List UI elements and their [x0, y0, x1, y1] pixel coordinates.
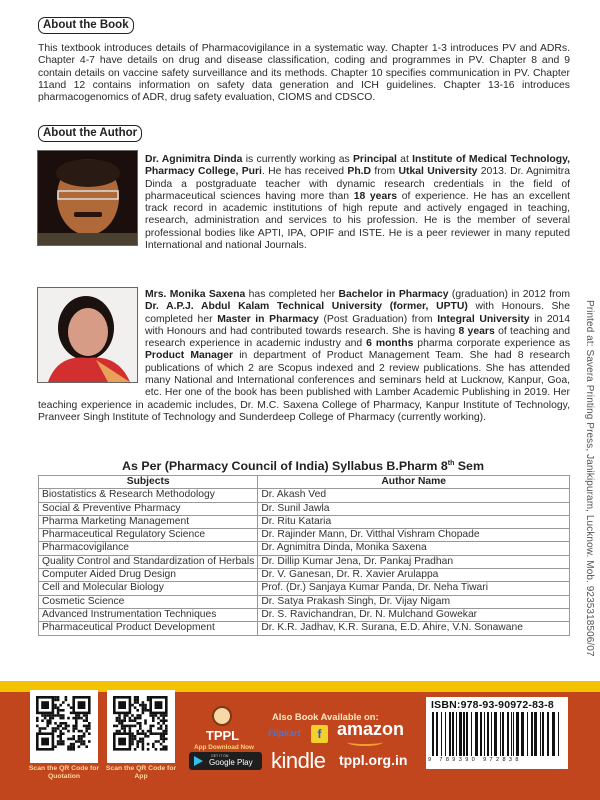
qr-code-icon: [36, 696, 92, 758]
author1-portrait-icon: [38, 151, 137, 245]
author-cell: Dr. Akash Ved: [258, 489, 570, 502]
author-cell: Dr. S. Ravichandran, Dr. N. Mulchand Gowekar: [258, 608, 570, 621]
barcode-digits: 9 789390 972838: [428, 757, 522, 763]
author-cell: Dr. K.R. Jadhav, K.R. Surana, E.D. Ahire, V.N. Sonawane: [258, 622, 570, 635]
syllabus-title: As Per (Pharmacy Council of India) Syllabus B.Pharm 8th Sem: [122, 459, 484, 473]
qr-app-caption: Scan the QR Code for App: [105, 765, 177, 780]
amazon-logo: amazon: [337, 719, 405, 739]
subject-cell: Advanced Instrumentation Techniques: [39, 608, 258, 621]
author2-bio: Mrs. Monika Saxena has completed her Bachelor in Pharmacy (graduation) in 2012 from Dr. A.P.J. Abdul Kalam Technical University (former, UPTU) with Honours. She completed her Master in Pharmacy (Post Graduation) from Integral University in 2014 with Honours and had contributed towards research. She is having 8 years of teaching and research experience in academic industry and 6 months pharma corporate experience as Product Manager in department of Product Management Team. She had 8 research publications of which 2 are Scopus indexed and 2 review publications. She has attended many National and International conferences and seminars held at Lucknow, Kanpur, Goa, etc. Her one of the book has been published with Lamber Academic Publishing in 2019. Her teaching experience in academic includes, Dr. M.C. Saxena College of Pharmacy, Kanpur Institute of Technology, Pranveer Singh Institute of Technology and Sunderdeep College of Pharmacy (currently working).: [38, 289, 571, 423]
qr-code-icon: [113, 696, 169, 758]
subject-cell: Computer Aided Drug Design: [39, 569, 258, 582]
subject-cell: Pharmaceutical Regulatory Science: [39, 529, 258, 542]
barcode-icon: [430, 712, 564, 758]
isbn-barcode: [426, 697, 568, 769]
flipkart-bag-icon: f: [311, 725, 328, 743]
table-row: [39, 529, 570, 542]
subject-cell: Pharmacovigilance: [39, 542, 258, 555]
table-row: [39, 555, 570, 568]
author-cell: Dr. Dillip Kumar Jena, Dr. Pankaj Pradhan: [258, 555, 570, 568]
table-row: [39, 608, 570, 621]
flipkart-logo: Flipkart: [268, 728, 301, 738]
table-header-row: [39, 476, 570, 489]
qr-quotation-caption: Scan the QR Code for Quotation: [28, 765, 100, 780]
author1-bio: Dr. Agnimitra Dinda is currently working as Principal at Institute of Medical Technology, Pharmacy College, Puri. He has received Ph.D from Utkal University 2013. Dr. Agnimitra Dinda a postgraduate teacher with dynamic research credentials in the field of pharmaceutical sciences having more than 18 years of experience. He has an excellent track record in academic institutions of high repute and actively engaged in teaching, research, administration and services to his profession. He is the member of several professional bodies like APTI, IPA, OPIF and ISTE. He is a peer reviewer in many reputed International and national Journals.: [145, 154, 570, 252]
amazon-smile-icon: [347, 738, 383, 746]
author1-photo: [37, 150, 138, 246]
author-cell: Dr. V. Ganesan, Dr. R. Xavier Arulappa: [258, 569, 570, 582]
tppl-logo-icon: [212, 706, 232, 726]
printer-note: Printed at: Savera Printing Press, Janikipuram, Lucknow. Mob. 9235318506/07: [584, 300, 595, 657]
also-available-label: Also Book Available on:: [272, 711, 379, 722]
isbn-number: ISBN:978-93-90972-83-8: [431, 699, 554, 711]
app-download-label: App Download Now: [194, 744, 254, 751]
kindle-logo: kindle: [271, 748, 326, 773]
subject-cell: Social & Preventive Pharmacy: [39, 502, 258, 515]
table-row: [39, 622, 570, 635]
author-cell: Dr. Satya Prakash Singh, Dr. Vijay Nigam: [258, 595, 570, 608]
subject-cell: Pharma Marketing Management: [39, 515, 258, 528]
subject-cell: Quality Control and Standardization of Herbals: [39, 555, 258, 568]
author-cell: Dr. Agnimitra Dinda, Monika Saxena: [258, 542, 570, 555]
qr-app[interactable]: [107, 690, 175, 763]
table-row: [39, 489, 570, 502]
subject-cell: Biostatistics & Research Methodology: [39, 489, 258, 502]
author-cell: Dr. Rajinder Mann, Dr. Vitthal Vishram Chopade: [258, 529, 570, 542]
table-row: [39, 515, 570, 528]
about-book-text: This textbook introduces details of Pharmacovigilance in a systematic way. Chapter 1-3 introduces PV and ADRs. Chapter 4-7 have details on drug and disease classification, coding and programmes in PV. Chapter 8 and 9 contain details on vaccine safety surveillance and its methods. Chapter 10 specifies communication in PV. Chapter 11and 12 contains information on safety data generation and ICH guidelines. Chapter 13-16 introduces pharmacogenomics of ADR, drug safety evaluation, CIOMS and CDSCO.: [38, 43, 570, 104]
author-cell: Dr. Sunil Jawla: [258, 502, 570, 515]
header-subjects: Subjects: [39, 476, 258, 489]
table-row: [39, 582, 570, 595]
syllabus-table: [38, 475, 570, 636]
about-author-heading: About the Author: [38, 125, 142, 142]
subject-cell: Cell and Molecular Biology: [39, 582, 258, 595]
website-link[interactable]: tppl.org.in: [339, 752, 408, 768]
author-cell: Prof. (Dr.) Sanjaya Kumar Panda, Dr. Neha Tiwari: [258, 582, 570, 595]
qr-quotation[interactable]: [30, 690, 98, 763]
about-book-heading: About the Book: [38, 17, 134, 34]
header-author-name: Author Name: [258, 476, 570, 489]
subject-cell: Cosmetic Science: [39, 595, 258, 608]
play-store-icon: [194, 756, 203, 766]
subject-cell: Pharmaceutical Product Development: [39, 622, 258, 635]
table-row: [39, 502, 570, 515]
publisher-name: TPPL: [205, 728, 240, 743]
table-row: [39, 595, 570, 608]
table-row: [39, 569, 570, 582]
table-row: [39, 542, 570, 555]
google-play-badge[interactable]: GET IT ON Google Play: [189, 752, 262, 770]
author-cell: Dr. Ritu Kataria: [258, 515, 570, 528]
